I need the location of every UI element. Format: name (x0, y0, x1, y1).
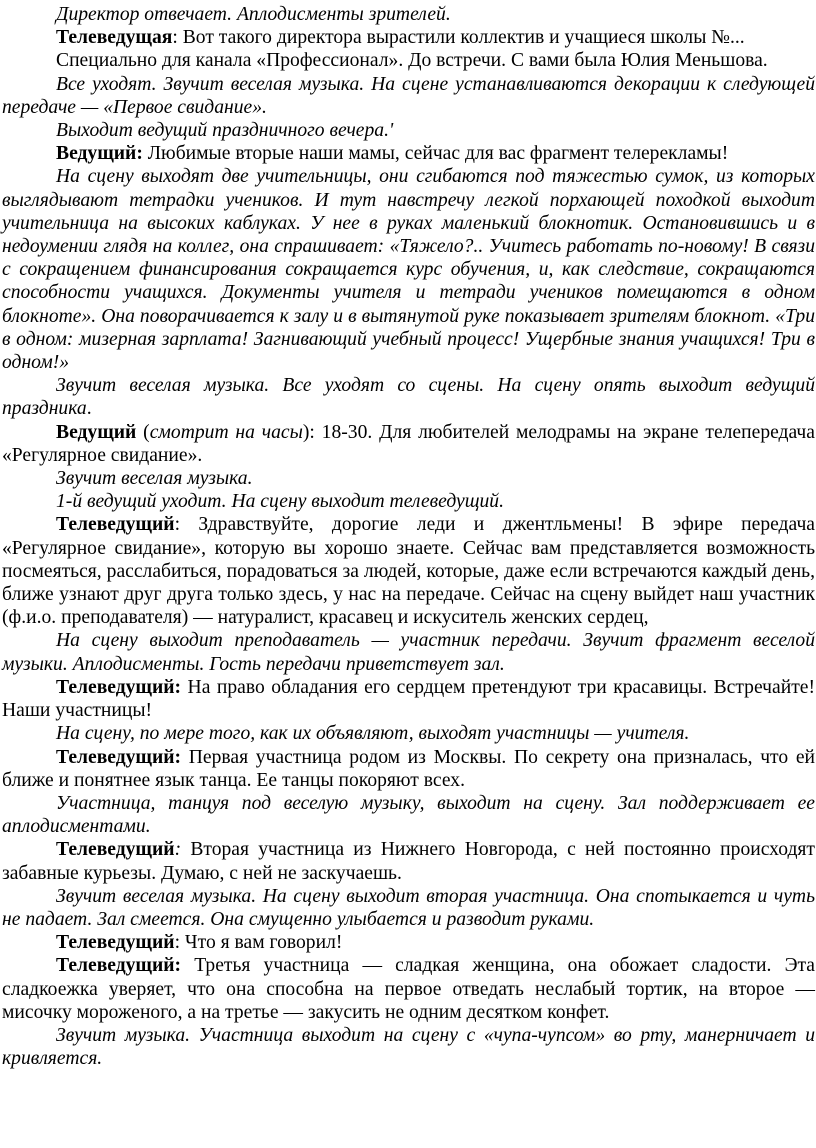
stage-direction (2, 374, 815, 420)
stage-text: На сцену выходит преподаватель — участник передачи. Звучит фрагмент веселой музыки. Аплодисменты. Гость передачи приветствует зал. (2, 630, 815, 675)
stage-text: Все уходят. Звучит веселая музыка. На сцене устанавливаются декорации к следующей передаче — «Первое свидание». (2, 73, 815, 118)
speaker-name: Телеведущий: (56, 746, 182, 768)
plain-paragraph (2, 49, 815, 72)
stage-direction (2, 165, 815, 374)
stage-direction (2, 885, 815, 931)
speech-text: Что я вам говорил! (180, 932, 343, 954)
speaker-name: Телеведущий: (56, 676, 182, 698)
stage-text: Звучит веселая музыка. (56, 468, 253, 490)
speech-text: Первая участница родом из Москвы. По секрету она призналась, что ей ближе и понятнее язык танца. Ее танцы покоряют всех. (2, 746, 815, 791)
speech-paragraph (2, 838, 815, 884)
speaker-name: Телеведущий (56, 932, 175, 954)
stage-text: Звучит музыка. Участница выходит на сцену с «чупа-чупсом» во рту, манерничает и кривляется. (2, 1024, 815, 1070)
stage-direction (2, 73, 815, 119)
speaker-name: Ведущий (56, 421, 137, 443)
speech-text: Вторая участница из Нижнего Новгорода, с ней постоянно происходят забавные курьезы. Думаю, с ней не заскучаешь. (2, 839, 815, 884)
speaker-separator: : (174, 932, 181, 954)
speech-text: Вот такого директора вырастили коллектив и учащиеся школы №... (177, 27, 745, 49)
speech-text: На право обладания его сердцем претендуют три красавицы. Встречайте! Наши участницы! (2, 676, 815, 722)
speaker-name: Телеведущий (56, 514, 175, 536)
speech-paragraph (2, 421, 815, 467)
plain-text: Специально для канала «Профессионал». До встречи. С вами была Юлия Меньшова. (56, 50, 768, 72)
speaker-name: Телеведущий: (56, 955, 182, 977)
note-open: ( (136, 421, 150, 443)
speech-paragraph (2, 954, 815, 1024)
speech-paragraph (2, 931, 815, 954)
stage-direction (2, 3, 815, 26)
stage-text: Звучит веселая музыка. На сцену выходит вторая участница. Она спотыкается и чуть не падает. Зал смеется. Она смущенно улыбается и разводит руками. (2, 885, 815, 930)
stage-text: На сцену выходят две учительницы, они сгибаются под тяжестью сумок, из которых выглядывают тетрадки учеников. И тут навстречу легкой порхающей походкой выходит учительница на высоких каблуках. У нее в руках маленький блокнотик. Остановившись и в недоумении глядя на коллег, она спрашивает: «Тяжело?.. Учитесь работать по-новому! В связи с сокращением финансирования сокращается курс обучения, и, как следствие, сокращаются способности учащихся. Документы учителя и тетради учеников помещаются в одном блокноте». Она поворачивается к залу и в вытянутой руке показывает зрителям блокнот. «Три в одном: мизерная зарплата! Загнивающий учебный процесс! Ущербные знания учащихся! Три в одном!» (2, 166, 815, 374)
stage-direction (2, 722, 815, 745)
speech-paragraph (2, 142, 815, 165)
speech-paragraph (2, 746, 815, 792)
speaker-separator: : (174, 839, 182, 861)
speaker-name: Ведущий: (56, 143, 143, 165)
stage-direction (2, 792, 815, 838)
speech-paragraph (2, 26, 815, 49)
stage-text: Директор отвечает. Аплодисменты зрителей. (56, 4, 451, 25)
stage-text: Выходит ведущий праздничного вечера.' (56, 120, 394, 142)
speech-text: Здравствуйте, дорогие леди и джентльмены! В эфире передача «Регулярное свидание», которую вы хорошо знаете. Сейчас вам представляется возможность посмеяться, расслабиться, порадоваться за людей, которые, даже если встречаются каждый день, ближе узнают друг друга только здесь, у нас на передаче. Сейчас на сцену выйдет наш участник (ф.и.о. преподавателя) — натуралист, красавец и искуситель женских сердец, (2, 514, 815, 629)
stage-direction (2, 490, 815, 513)
stage-direction (2, 119, 815, 142)
speech-text: 18-30. Для любителей мелодрамы на экране телепередача «Регулярное свидание». (2, 421, 815, 466)
stage-text: Звучит веселая музыка. Все уходят со сцены. На сцену опять выходит ведущий праздника (2, 375, 815, 420)
speaker-name: Телеведущая (56, 27, 173, 49)
stage-tail: . (86, 398, 92, 420)
stage-text: Участница, танцуя под веселую музыку, выходит на сцену. Зал поддерживает ее аплодисментами. (2, 792, 815, 838)
speaker-note: смотрит на часы (149, 421, 303, 443)
speech-text: Третья участница — сладкая женщина, она обожает сладости. Эта сладкоежка уверяет, что она способна на первое отведать неслабый тортик, на второе — мисочку мороженого, а на третье — закусить не одним десятком конфет. (2, 955, 815, 1023)
speaker-separator: : (174, 514, 181, 536)
stage-direction (2, 629, 815, 675)
speaker-name: Телеведущий (56, 839, 175, 861)
stage-direction (2, 467, 815, 490)
stage-text: На сцену, по мере того, как их объявляют, выходят участницы — учителя. (56, 723, 690, 745)
stage-text: 1-й ведущий уходит. На сцену выходит телеведущий. (56, 491, 504, 513)
speaker-separator: : (172, 27, 178, 49)
stage-direction (2, 1024, 815, 1070)
speech-paragraph (2, 513, 815, 629)
note-close: ): (302, 421, 322, 443)
speech-text: Любимые вторые наши мамы, сейчас для вас фрагмент телерекламы! (142, 143, 729, 165)
speech-paragraph (2, 676, 815, 722)
